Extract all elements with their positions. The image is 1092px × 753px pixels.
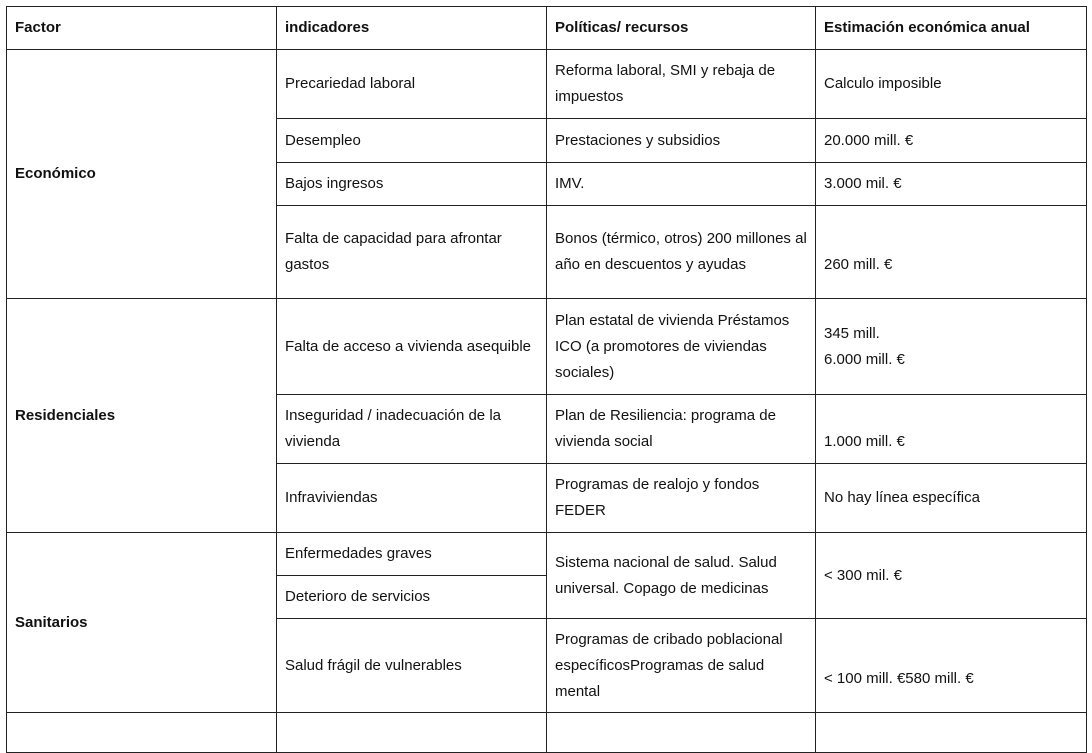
header-estimate: Estimación económica anual	[816, 7, 1087, 50]
indicator-cell: Falta de capacidad para afrontar gastos	[277, 206, 547, 299]
factor-cell: Residenciales	[7, 299, 277, 533]
policy-cell: Plan de Resiliencia: programa de vivienda social	[547, 395, 816, 464]
estimate-cell: < 300 mil. €	[816, 533, 1087, 619]
policy-table	[6, 6, 1087, 753]
estimate-cell: 260 mill. €	[816, 206, 1087, 299]
table-row	[7, 533, 1087, 576]
estimate-cell: 3.000 mil. €	[816, 163, 1087, 206]
indicator-cell: Enfermedades graves	[277, 533, 547, 576]
estimate-cell	[816, 299, 1087, 395]
policy-cell: Sistema nacional de salud. Salud universal. Copago de medicinas	[547, 533, 816, 619]
estimate-line: 345 mill.	[824, 324, 880, 342]
indicator-cell: Deterioro de servicios	[277, 576, 547, 619]
indicator-cell: Inseguridad / inadecuación de la vivienda	[277, 395, 547, 464]
policy-cell: IMV.	[547, 163, 816, 206]
header-row	[7, 7, 1087, 50]
factor-cell: Económico	[7, 50, 277, 299]
policy-cell: Bonos (térmico, otros) 200 millones al año en descuentos y ayudas	[547, 206, 816, 299]
indicator-cell: Desempleo	[277, 119, 547, 163]
policy-cell: Programas de cribado poblacional específicosProgramas de salud mental	[547, 619, 816, 713]
indicator-cell: Infraviviendas	[277, 464, 547, 533]
table-row	[7, 50, 1087, 119]
policy-cell: Programas de realojo y fondos FEDER	[547, 464, 816, 533]
empty-cell	[816, 713, 1087, 753]
estimate-cell: 20.000 mill. €	[816, 119, 1087, 163]
estimate-cell: 1.000 mill. €	[816, 395, 1087, 464]
empty-cell	[277, 713, 547, 753]
header-indicators: indicadores	[277, 7, 547, 50]
empty-cell	[7, 713, 277, 753]
factor-cell: Sanitarios	[7, 533, 277, 713]
estimate-cell: < 100 mill. €580 mill. €	[816, 619, 1087, 713]
estimate-cell: No hay línea específica	[816, 464, 1087, 533]
table-row-partial	[7, 713, 1087, 753]
estimate-line: 6.000 mill. €	[824, 350, 905, 368]
indicator-cell: Salud frágil de vulnerables	[277, 619, 547, 713]
policy-cell: Prestaciones y subsidios	[547, 119, 816, 163]
indicator-cell: Precariedad laboral	[277, 50, 547, 119]
indicator-cell: Falta de acceso a vivienda asequible	[277, 299, 547, 395]
policy-cell: Plan estatal de vivienda Préstamos ICO (a promotores de viviendas sociales)	[547, 299, 816, 395]
indicator-cell: Bajos ingresos	[277, 163, 547, 206]
header-factor: Factor	[7, 7, 277, 50]
policy-cell: Reforma laboral, SMI y rebaja de impuestos	[547, 50, 816, 119]
header-policies: Políticas/ recursos	[547, 7, 816, 50]
estimate-cell: Calculo imposible	[816, 50, 1087, 119]
empty-cell	[547, 713, 816, 753]
table-row	[7, 299, 1087, 395]
